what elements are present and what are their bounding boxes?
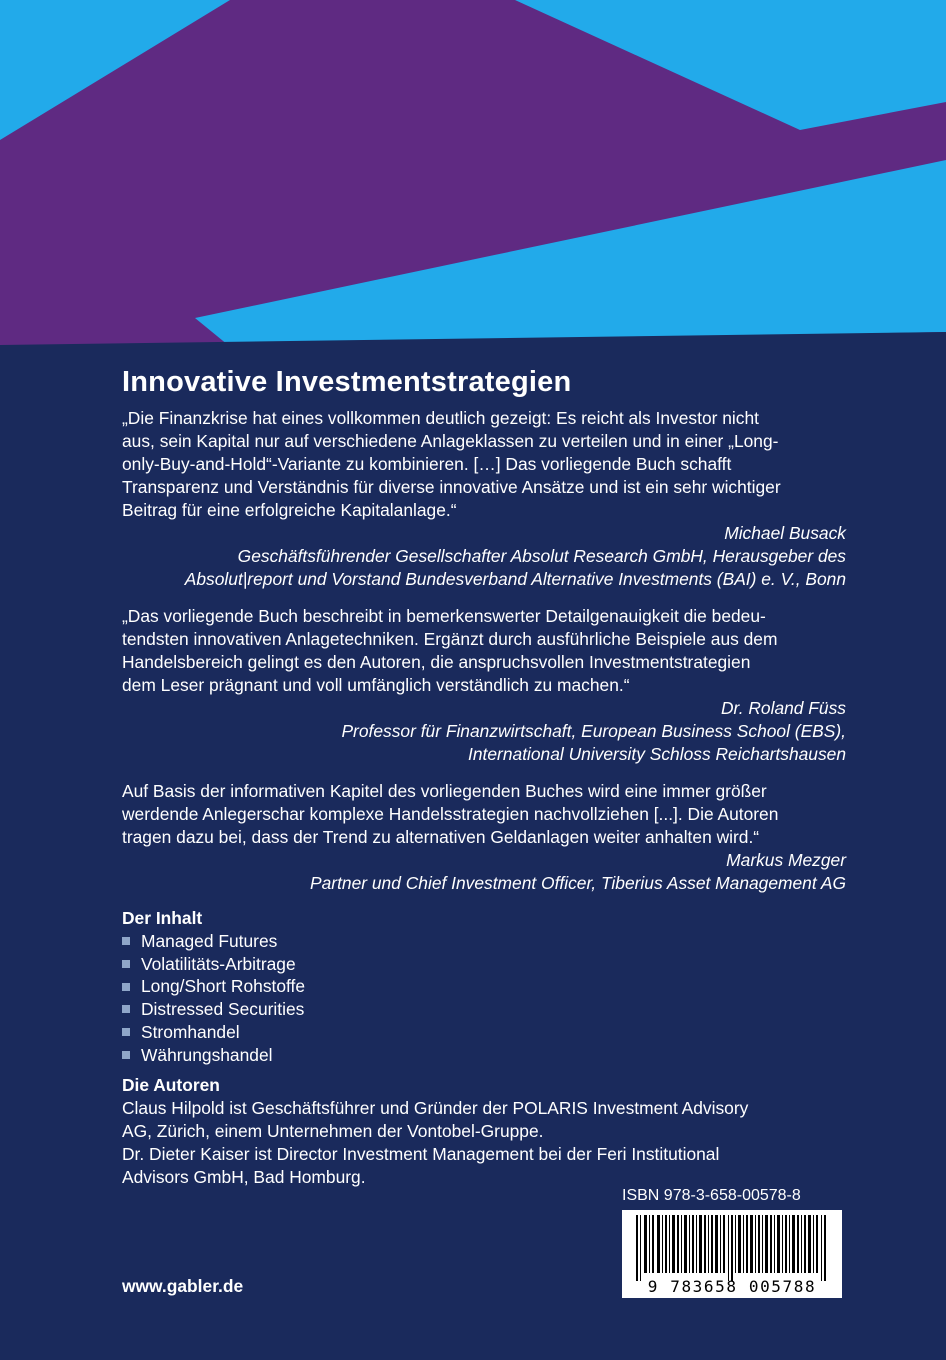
- contents-heading: Der Inhalt: [122, 908, 203, 928]
- bullet-square-icon: [122, 983, 130, 991]
- barcode-digits: 9 783658 005788: [647, 1277, 817, 1296]
- cover-graphic: [0, 0, 946, 345]
- quote-line: only-Buy-and-Hold“-Variante zu kombinieren. […] Das vorliegende Buch schafft: [122, 454, 732, 474]
- authors-line: Claus Hilpold ist Geschäftsführer und Gründer der POLARIS Investment Advisory: [122, 1098, 749, 1119]
- barcode: [622, 1210, 842, 1298]
- contents-section: [122, 907, 846, 1066]
- quote-line: tendsten innovativen Anlagetechniken. Ergänzt durch ausführliche Beispiele aus dem: [122, 629, 778, 649]
- quote-line: dem Leser prägnant und voll umfänglich verständlich zu machen.“: [122, 675, 630, 695]
- contents-list: [122, 930, 846, 1066]
- authors-heading: Die Autoren: [122, 1075, 220, 1096]
- book-title: Innovative Investmentstrategien: [122, 366, 572, 398]
- quote-line: tragen dazu bei, dass der Trend zu alternativen Geldanlagen weiter anhalten wird.“: [122, 827, 760, 847]
- barcode-bars-icon: [622, 1213, 842, 1283]
- quote-role: Partner und Chief Investment Officer, Tiberius Asset Management AG: [310, 873, 846, 893]
- quote-author: Dr. Roland Füss: [721, 698, 846, 718]
- quote-line: „Das vorliegende Buch beschreibt in bemerkenswerter Detailgenauigkeit die bedeu-: [122, 606, 766, 626]
- list-item: Volatilitäts-Arbitrage: [122, 953, 846, 976]
- list-item: Stromhandel: [122, 1021, 846, 1044]
- quote-line: Auf Basis der informativen Kapitel des vorliegenden Buches wird eine immer größer: [122, 781, 767, 801]
- quote-1: [122, 407, 846, 591]
- bullet-square-icon: [122, 1028, 130, 1036]
- bullet-square-icon: [122, 937, 130, 945]
- quote-3: [122, 780, 846, 895]
- isbn-label: ISBN 978-3-658-00578-8: [622, 1187, 801, 1204]
- bullet-square-icon: [122, 1005, 130, 1013]
- list-item: Managed Futures: [122, 930, 846, 953]
- quote-line: werdende Anlegerschar komplexe Handelsstrategien nachvollziehen [...]. Die Autoren: [122, 804, 779, 824]
- bullet-square-icon: [122, 1051, 130, 1059]
- quote-line: Transparenz und Verständnis für diverse innovative Ansätze und ist ein sehr wichtiger: [122, 477, 781, 497]
- website-url[interactable]: www.gabler.de: [122, 1276, 244, 1296]
- quote-author: Michael Busack: [724, 523, 846, 543]
- quote-2: [122, 605, 846, 766]
- quote-role: Professor für Finanzwirtschaft, European Business School (EBS),: [341, 721, 846, 741]
- back-cover-text: [122, 366, 846, 1189]
- quote-role: Geschäftsführender Gesellschafter Absolut Research GmbH, Herausgeber des: [237, 546, 846, 566]
- bullet-square-icon: [122, 960, 130, 968]
- authors-section: [122, 1074, 846, 1189]
- quote-role: International University Schloss Reichartshausen: [468, 744, 846, 764]
- list-item: Distressed Securities: [122, 998, 846, 1021]
- authors-line: AG, Zürich, einem Unternehmen der Vontobel-Gruppe.: [122, 1121, 544, 1142]
- list-item: Long/Short Rohstoffe: [122, 975, 846, 998]
- list-item: Währungshandel: [122, 1044, 846, 1067]
- quote-author: Markus Mezger: [726, 850, 846, 870]
- quote-line: Handelsbereich gelingt es den Autoren, die anspruchsvollen Investmentstrategien: [122, 652, 751, 672]
- authors-line: Advisors GmbH, Bad Homburg.: [122, 1167, 366, 1188]
- quote-role: Absolut|report und Vorstand Bundesverband Alternative Investments (BAI) e. V., Bonn: [184, 569, 846, 589]
- quote-line: „Die Finanzkrise hat eines vollkommen deutlich gezeigt: Es reicht als Investor nicht: [122, 408, 759, 428]
- authors-line: Dr. Dieter Kaiser ist Director Investment Management bei der Feri Institutional: [122, 1144, 720, 1165]
- quote-line: aus, sein Kapital nur auf verschiedene Anlageklassen zu verteilen und in einer „Long-: [122, 431, 779, 451]
- quote-line: Beitrag für eine erfolgreiche Kapitalanlage.“: [122, 500, 457, 520]
